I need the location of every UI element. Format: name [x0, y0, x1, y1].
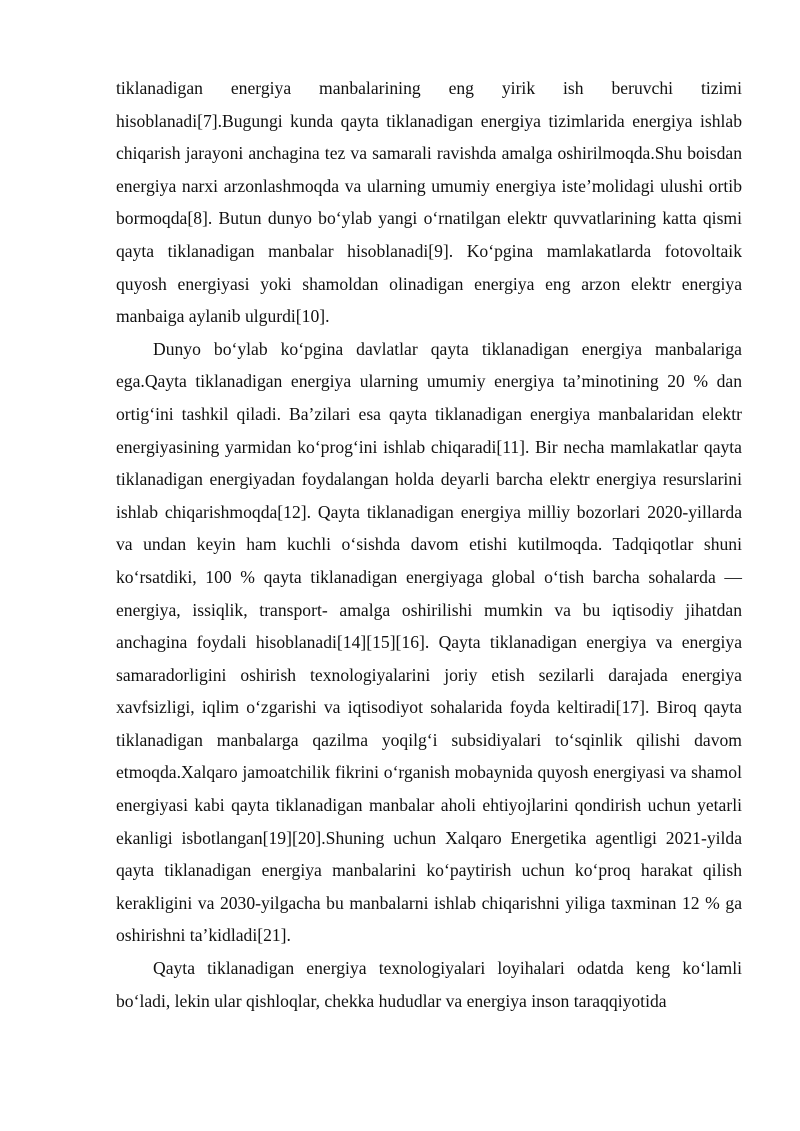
paragraph-continuation: tiklanadigan energiya manbalarining eng yirik ish beruvchi tizimi hisoblanadi[7].Bugungi kunda qayta tiklanadigan energiya tizimlarida energiya ishlab chiqarish jarayoni anchagina tez va samarali ravishda amalga oshirilmoqda.Shu boisdan energiya narxi arzonlashmoqda va ularning umumiy energiya iste’molidagi ulushi ortib bormoqda[8]. Butun dunyo bo‘ylab yangi o‘rnatilgan elektr quvvatlarining katta qismi qayta tiklanadigan manbalar hisoblanadi[9]. Ko‘pgina mamlakatlarda fotovoltaik quyosh energiyasi yoki shamoldan olinadigan energiya eng arzon elektr energiya manbaiga aylanib ulgurdi[10].	[116, 78, 742, 327]
paragraph-renewable-projects: Qayta tiklanadigan energiya texnologiyalari loyihalari odatda keng ko‘lamli bo‘ladi, lekin ular qishloqlar, chekka hududlar va energiya inson taraqqiyotida	[116, 958, 742, 1011]
document-page	[116, 72, 742, 1017]
paragraph-renewable-countries: Dunyo bo‘ylab ko‘pgina davlatlar qayta tiklanadigan energiya manbalariga ega.Qayta tiklanadigan energiya ularning umumiy energiya ta’minotining 20 % dan ortig‘ini tashkil qiladi. Ba’zilari esa qayta tiklanadigan energiya manbalaridan elektr energiyasining yarmidan ko‘prog‘ini ishlab chiqaradi[11]. Bir necha mamlakatlar qayta tiklanadigan energiyadan foydalangan holda deyarli barcha elektr energiya resurslarini ishlab chiqarishmoqda[12]. Qayta tiklanadigan energiya milliy bozorlari 2020-yillarda va undan keyin ham kuchli o‘sishda davom etishi kutilmoqda. Tadqiqotlar shuni ko‘rsatdiki, 100 % qayta tiklanadigan energiyaga global o‘tish barcha sohalarda — energiya, issiqlik, transport- amalga oshirilishi mumkin va bu iqtisodiy jihatdan anchagina foydali hisoblanadi[14][15][16]. Qayta tiklanadigan energiya va energiya samaradorligini oshirish texnologiyalarini joriy etish sezilarli darajada energiya xavfsizligi, iqlim o‘zgarishi va iqtisodiyot sohalarida foyda keltiradi[17]. Biroq qayta tiklanadigan manbalarga qazilma yoqilg‘i subsidiyalari to‘sqinlik qilishi davom etmoqda.Xalqaro jamoatchilik fikrini o‘rganish mobaynida quyosh energiyasi va shamol energiyasi kabi qayta tiklanadigan manbalar aholi ehtiyojlarini qondirish uchun yetarli ekanligi isbotlangan[19][20].Shuning uchun Xalqaro Energetika agentligi 2021-yilda qayta tiklanadigan energiya manbalarini ko‘paytirish uchun ko‘proq harakat qilish kerakligini va 2030-yilgacha bu manbalarni ishlab chiqarishni yiliga taxminan 12 % ga oshirishni ta’kidladi[21].	[116, 338, 742, 946]
